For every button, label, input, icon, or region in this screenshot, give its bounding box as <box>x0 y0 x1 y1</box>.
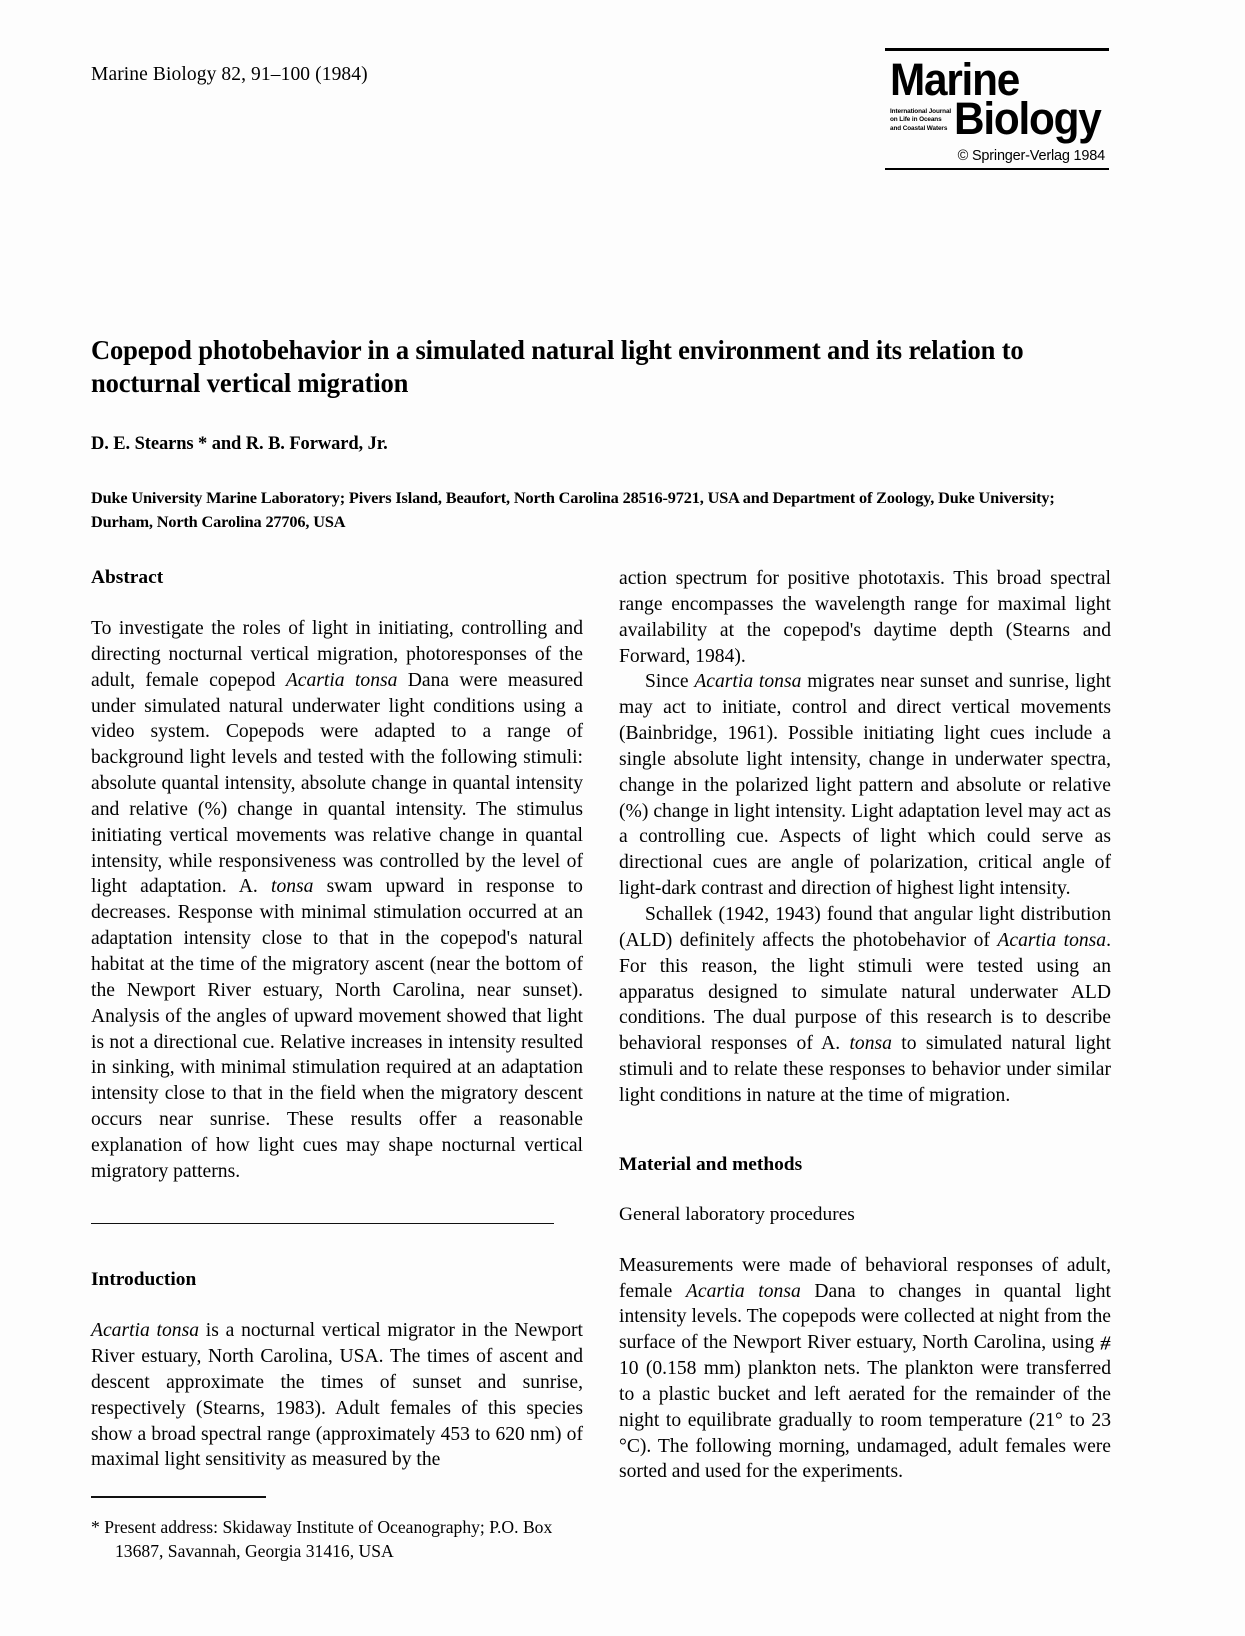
journal-reference: Marine Biology 82, 91–100 (1984) <box>91 64 368 85</box>
body-paragraph-2: Since Acartia tonsa migrates near sunset and sunrise, light may act to initiate, control and direct vertical movements (Bainbridge, 1961). Possible initiating light cues include a single absolute light intensity, change in underwater spectra, change in the polarized light pattern and absolute or relative (%) change in light intensity. Light adaptation level may act as a controlling cue. Aspects of light which could serve as directional cues are angle of polarization, critical angle of light-dark contrast and direction of highest light intensity. <box>619 671 1111 900</box>
section-divider <box>91 1223 554 1225</box>
right-column <box>619 566 1111 1485</box>
logo-title-line2: Biology <box>954 93 1101 144</box>
masthead <box>0 0 1245 185</box>
body-paragraph-1: action spectrum for positive phototaxis. This broad spectral range encompasses the wavelength range for maximal light availability at the copepod's daytime depth (Stearns and Forward, 1984). <box>619 568 1111 667</box>
abstract-text: To investigate the roles of light in initiating, controlling and directing nocturnal vertical migration, photoresponses of the adult, female copepod Acartia tonsa Dana were measured under simulated natural underwater light conditions using a video system. Copepods were adapted to a range of background light levels and tested with the following stimuli: absolute quantal intensity, absolute change in quantal intensity and relative (%) change in quantal intensity. The stimulus initiating vertical movements was relative change in quantal intensity, while responsiveness was controlled by the level of light adaptation. A. tonsa swam upward in response to decreases. Response with minimal stimulation occurred at an adaptation intensity close to that in the copepod's natural habitat at the time of the migratory ascent (near the bottom of the Newport River estuary, North Carolina, near sunset). Analysis of the angles of upward movement showed that light is not a directional cue. Relative increases in intensity resulted in sinking, with minimal stimulation required at an adaptation intensity close to that in the field when the migratory descent occurs near sunrise. These results offer a reasonable explanation of how light cues may shape nocturnal vertical migratory patterns. <box>91 618 583 1182</box>
body-paragraph-3: Schallek (1942, 1943) found that angular light distribution (ALD) definitely affects the photobehavior of Acartia tonsa. For this reason, the light stimuli were tested using an apparatus designed to simulate natural underwater ALD conditions. The dual purpose of this research is to describe behavioral responses of A. tonsa to simulated natural light stimuli and to relate these responses to behavior under similar light conditions in nature at the time of migration. <box>619 903 1111 1106</box>
logo-title-line1: Marine <box>890 54 1020 105</box>
introduction-heading: Introduction <box>91 1269 197 1291</box>
logo-rule-bottom <box>885 168 1109 171</box>
footnote-divider <box>91 1496 266 1498</box>
logo-subtitle: International Journal on Life in Oceans and Coastal Waters <box>890 108 952 132</box>
methods-text: Measurements were made of behavioral responses of adult, female Acartia tonsa Dana to changes in quantal light intensity levels. The copepods were collected at night from the surface of the Newport River estuary, North Carolina, using ⧣ 10 (0.158 mm) plankton nets. The plankton were transferred to a plastic bucket and left aerated for the remainder of the night to equilibrate gradually to room temperature (21° to 23 °C). The following morning, undamaged, adult females were sorted and used for the experiments. <box>619 1254 1111 1483</box>
methods-subheading: General laboratory procedures <box>619 1203 855 1225</box>
affiliation: Duke University Marine Laboratory; Pivers Island, Beaufort, North Carolina 28516-9721, USA and Department of Zoology, Duke University; Durham, North Carolina 27706, USA <box>91 488 1055 531</box>
footnote-block <box>91 1496 583 1563</box>
introduction-text: Acartia tonsa is a nocturnal vertical migrator in the Newport River estuary, North Carolina, USA. The times of ascent and descent approximate the times of sunset and sunrise, respectively (Stearns, 1983). Adult females of this species show a broad spectral range (approximately 453 to 620 nm) of maximal light sensitivity as measured by the <box>91 1320 583 1471</box>
author-list: D. E. Stearns * and R. B. Forward, Jr. <box>91 434 388 454</box>
left-column <box>91 566 583 1473</box>
footnote-text: * Present address: Skidaway Institute of Oceanography; P.O. Box 13687, Savannah, Georgia 31416, USA <box>91 1516 553 1561</box>
logo-rule-top <box>885 48 1109 51</box>
journal-logo <box>885 48 1109 170</box>
page-title: Copepod photobehavior in a simulated natural light environment and its relation to nocturnal vertical migration <box>91 334 1024 398</box>
methods-heading: Material and methods <box>619 1153 803 1175</box>
title-block <box>91 333 1111 399</box>
abstract-heading: Abstract <box>91 567 164 588</box>
copyright-notice: © Springer-Verlag 1984 <box>957 148 1105 164</box>
